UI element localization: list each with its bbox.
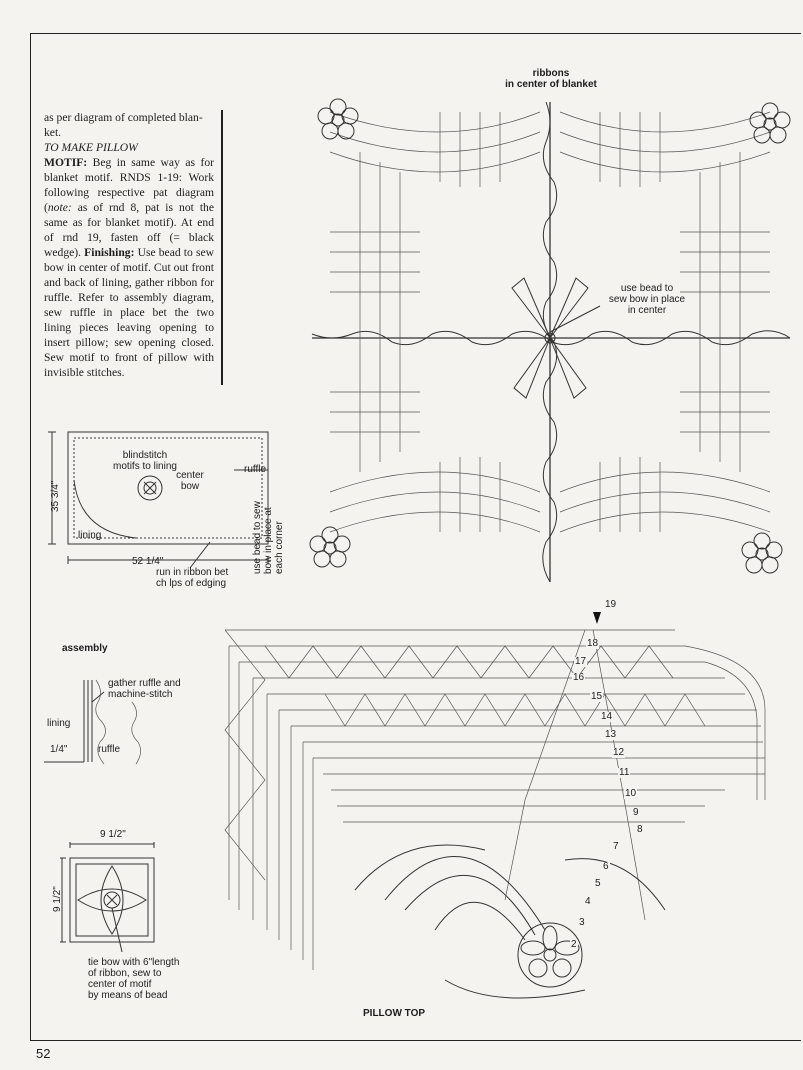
pillow-top-rows xyxy=(225,630,765,970)
fasten-off-wedge xyxy=(593,612,601,624)
square-note-line-1: tie bow with 6"length xyxy=(88,957,180,968)
square-height-dim: 9 1/2" xyxy=(52,886,63,912)
corner-note-line-1: use bead to sew xyxy=(252,501,263,574)
assembly-title: assembly xyxy=(62,643,108,654)
center-bow-label xyxy=(170,470,210,492)
blindstitch-line-2: motifs to lining xyxy=(113,461,177,472)
round-15: 15 xyxy=(591,691,603,702)
round-10: 10 xyxy=(625,788,637,799)
blanket-title-line-2: in center of blanket xyxy=(505,79,597,90)
note-label: note: xyxy=(47,201,72,214)
round-6: 6 xyxy=(603,861,609,872)
round-7: 7 xyxy=(613,841,619,852)
ribbon-cross xyxy=(312,102,790,582)
round-14: 14 xyxy=(601,711,613,722)
pillow-top-chart xyxy=(205,600,801,1040)
bow-note xyxy=(602,283,692,316)
gather-note xyxy=(108,678,181,700)
round-3: 3 xyxy=(579,917,585,928)
square-width-dim: 9 1/2" xyxy=(100,829,126,840)
ribbon-note-line-1: run in ribbon bet xyxy=(156,567,229,578)
round-13: 13 xyxy=(605,729,617,740)
ribbon-note-line-2: ch lps of edging xyxy=(156,578,227,589)
square-note-line-2: of ribbon, sew to xyxy=(88,968,162,979)
lining-label: lining xyxy=(78,530,102,541)
center-bow-line-1: center xyxy=(176,470,204,481)
round-19: 19 xyxy=(605,599,617,610)
pillow-top-center-flower xyxy=(518,923,582,987)
small-square-diagram xyxy=(58,842,168,952)
bow-note-line-1: use bead to xyxy=(620,283,674,294)
blanket-title-line-1: ribbons xyxy=(532,68,570,79)
instr-line-1: as per diagram of completed blan- xyxy=(44,111,203,124)
round-12: 12 xyxy=(613,747,625,758)
finishing-label: Finishing: xyxy=(84,246,135,259)
motif-text-1: Beg in same way as for blanket motif. RNDS 1-19: Work following respective pat diagram ( xyxy=(44,156,214,214)
assembly-quarter: 1/4" xyxy=(50,744,68,755)
motif-label: MOTIF: xyxy=(44,156,88,169)
round-16: 16 xyxy=(573,672,585,683)
round-17: 17 xyxy=(575,656,587,667)
pillow-width-dim: 52 1/4" xyxy=(132,556,164,567)
instr-heading: TO MAKE PILLOW xyxy=(44,141,138,154)
bow-note-line-3: in center xyxy=(627,305,667,316)
pillow-height-dim: 35 3/4" xyxy=(50,480,61,512)
round-18: 18 xyxy=(587,638,599,649)
bow-note-line-2: sew bow in place xyxy=(608,294,686,305)
pillow-top-fans xyxy=(355,845,665,998)
square-note-line-3: center of motif xyxy=(88,979,152,990)
instr-line-2: ket. xyxy=(44,126,62,139)
corner-note-line-3: each corner xyxy=(274,521,285,574)
square-note xyxy=(88,957,179,1001)
assembly-ruffle: ruffle xyxy=(98,744,121,755)
square-note-line-4: by means of bead xyxy=(88,990,168,1001)
gather-line-1: gather ruffle and xyxy=(108,678,181,689)
round-4: 4 xyxy=(585,896,591,907)
blanket-title xyxy=(486,68,616,90)
assembly-lining: lining xyxy=(47,718,71,729)
motif-text-2: as of rnd 8, pat is not the same as for blanket motif). At end of rnd 19, fasten off (= black wedge). xyxy=(44,201,214,259)
gather-line-2: machine-stitch xyxy=(108,689,173,700)
finishing-text: Use bead to sew bow in center of motif. Cut out front and back of lining, gather ribbon for ruffle. Refer to assembly diagram, sew ruffle in place bet the two lining pieces leaving opening to insert pillow; sew opening closed. Sew motif to front of pillow with invisible stitches. xyxy=(44,246,214,379)
blanket-chart xyxy=(300,92,800,592)
center-bow-line-2: bow xyxy=(180,481,200,492)
round-11: 11 xyxy=(619,767,630,778)
ruffle-label: ruffle xyxy=(244,464,267,475)
round-8: 8 xyxy=(637,824,643,835)
blindstitch-line-1: blindstitch xyxy=(122,450,168,461)
instructions-text xyxy=(44,110,214,380)
page-number: 52 xyxy=(36,1046,51,1061)
corner-note-line-2: bow in place at xyxy=(263,507,274,574)
corner-bow-note xyxy=(252,501,285,574)
round-2: 2 xyxy=(571,939,577,950)
column-rule xyxy=(221,110,223,385)
pillow-top-title: PILLOW TOP xyxy=(363,1008,426,1019)
round-9: 9 xyxy=(633,807,639,818)
ribbon-note xyxy=(156,567,228,589)
round-5: 5 xyxy=(595,878,601,889)
blindstitch-note xyxy=(100,450,190,472)
